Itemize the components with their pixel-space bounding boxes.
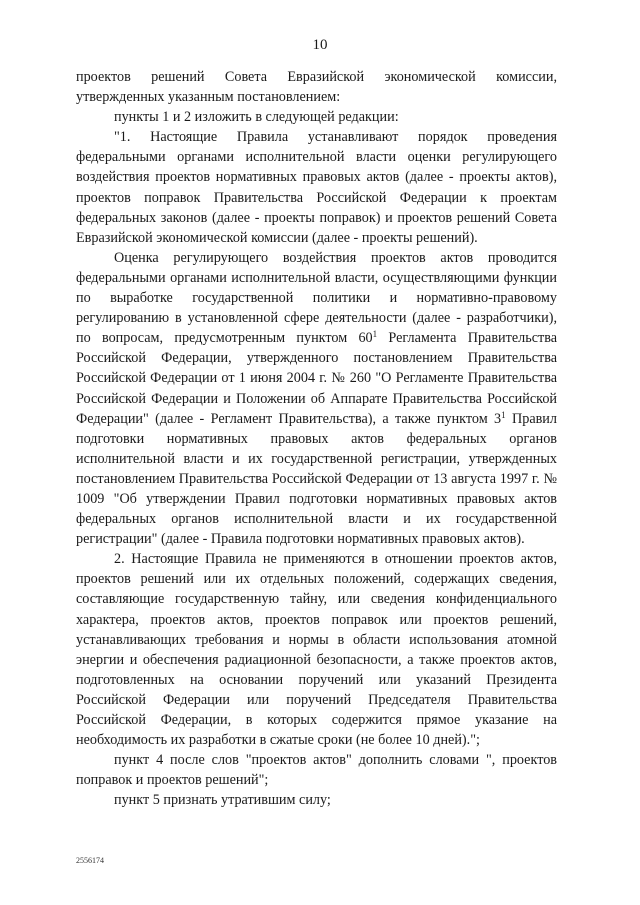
paragraph-2: пункты 1 и 2 изложить в следующей редакции: <box>114 109 399 126</box>
paragraph-4 <box>76 248 557 549</box>
paragraph-4-part-3: Правил подготовки нормативных правовых актов федеральных органов исполнительной власти и их государственной регистрации, утвержденных постановлением Правительства Российской Федерации от 13 августа 1997 г. № 1009 "Об утверждении Правил подготовки нормативных правовых актов федеральных органов исполнительной власти и их государственной регистрации" (далее - Правила подготовки нормативных правовых актов). <box>76 410 557 548</box>
superscript-1: 1 <box>372 329 378 340</box>
paragraph-4-part-2: Регламента Правительства Российской Федерации, утвержденного постановлением Правительства Российской Федерации от 1 июня 2004 г. № 260 "О Регламенте Правительства Российской Федерации и Положении об Аппарате Правительства Российской Федерации" (далее - Регламент Правительства), а также пунктом 3 <box>76 330 558 427</box>
paragraph-6: пункт 4 после слов "проектов актов" дополнить словами ", проектов поправок и проектов решений"; <box>76 752 557 789</box>
paragraph-4-part-1: Оценка регулирующего воздействия проектов актов проводится федеральными органами исполнительной власти, осуществляющими функции по выработке государственной политики и нормативно-правовому регулированию в установленной сфере деятельности (далее - разработчики), по вопросам, предусмотренным пунктом 60 <box>76 249 557 347</box>
paragraph-7: пункт 5 признать утратившим силу; <box>114 792 331 809</box>
superscript-2: 1 <box>501 409 506 420</box>
document-body <box>76 67 557 810</box>
paragraph-1: проектов решений Совета Евразийской экономической комиссии, утвержденных указанным постановлением: <box>76 69 557 106</box>
paragraph-5: 2. Настоящие Правила не применяются в отношении проектов актов, проектов решений или их отдельных положений, содержащих сведения, составляющие государственную тайну, или сведения конфиденциального характера, проектов актов, проектов поправок или проектов решений, устанавливающих требования и нормы в области использования атомной энергии и обеспечения радиационной безопасности, а также проектов актов, подготовленных на основании поручений или указаний Президента Российской Федерации или поручений Председателя Правительства Российской Федерации, в которых содержится прямое указание на необходимость их разработки в сжатые сроки (не более 10 дней)."; <box>76 551 557 749</box>
page-number: 10 <box>312 37 328 53</box>
document-code: 2556174 <box>76 856 104 865</box>
paragraph-3: "1. Настоящие Правила устанавливают порядок проведения федеральными органами исполнительной власти оценки регулирующего воздействия проектов нормативных правовых актов (далее - проекты актов), проектов поправок Правительства Российской Федерации к проектам федеральных законов (далее - проекты поправок) и проектов решений Совета Евразийской экономической комиссии (далее - проекты решений). <box>76 129 557 246</box>
